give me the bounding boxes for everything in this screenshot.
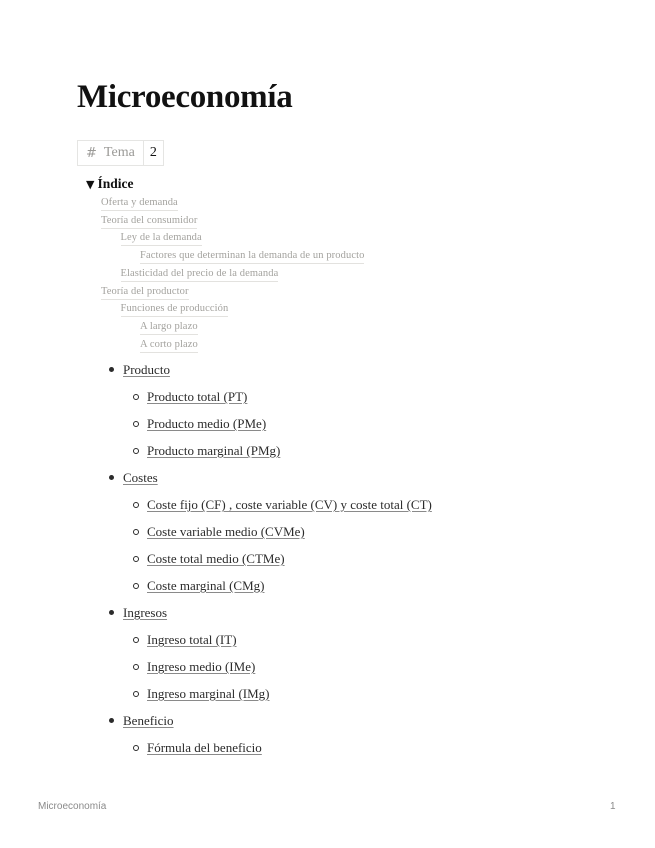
sub-list-item-link[interactable]: Producto total (PT) <box>147 389 248 404</box>
toggle-label: Índice <box>97 176 134 191</box>
page-number: 1 <box>610 801 616 812</box>
toc-item[interactable]: Factores que determinan la demanda de un producto <box>140 249 364 264</box>
circle-bullet-icon <box>133 745 139 751</box>
list-item[interactable] <box>123 469 158 487</box>
circle-bullet-icon <box>133 556 139 562</box>
bullet-icon <box>109 475 114 480</box>
toc-item[interactable]: Teoría del consumidor <box>101 214 197 229</box>
toc-item[interactable]: Elasticidad del precio de la demanda <box>121 267 279 282</box>
sub-list-item-link[interactable]: Fórmula del beneficio <box>147 740 262 755</box>
sub-list-item[interactable] <box>147 739 262 757</box>
property-value[interactable]: 2 <box>149 145 157 160</box>
sub-list-item[interactable] <box>147 415 266 433</box>
circle-bullet-icon <box>133 691 139 697</box>
list-item[interactable] <box>123 361 170 379</box>
sub-list-item[interactable] <box>147 577 264 595</box>
sub-list-item-link[interactable]: Producto marginal (PMg) <box>147 443 281 458</box>
circle-bullet-icon <box>133 583 139 589</box>
circle-bullet-icon <box>133 502 139 508</box>
sub-list-item-link[interactable]: Coste variable medio (CVMe) <box>147 524 305 539</box>
sub-list-item-link[interactable]: Ingreso total (IT) <box>147 632 237 647</box>
toc-item[interactable]: A largo plazo <box>140 320 198 335</box>
bullet-icon <box>109 367 114 372</box>
toggle-index[interactable] <box>86 175 133 194</box>
hash-icon: # <box>86 145 97 161</box>
sub-list-item[interactable] <box>147 523 305 541</box>
list-item[interactable] <box>123 604 167 622</box>
list-item-link[interactable]: Beneficio <box>123 713 174 728</box>
footer-title: Microeconomía <box>38 801 107 812</box>
sub-list-item[interactable] <box>147 685 270 703</box>
circle-bullet-icon <box>133 421 139 427</box>
list-item-link[interactable]: Costes <box>123 470 158 485</box>
toc-item[interactable]: A corto plazo <box>140 338 198 353</box>
sub-list-item-link[interactable]: Coste marginal (CMg) <box>147 578 265 593</box>
bullet-icon <box>109 718 114 723</box>
property-key-label: Tema <box>103 145 135 160</box>
sub-list-item-link[interactable]: Ingreso marginal (IMg) <box>147 686 270 701</box>
sub-list-item[interactable] <box>147 550 285 568</box>
list-item-link[interactable]: Ingresos <box>123 605 168 620</box>
toc-item[interactable]: Funciones de producción <box>121 302 229 317</box>
sub-list-item[interactable] <box>147 631 237 649</box>
sub-list-item[interactable] <box>147 442 280 460</box>
circle-bullet-icon <box>133 529 139 535</box>
circle-bullet-icon <box>133 637 139 643</box>
property-row[interactable] <box>77 140 164 166</box>
sub-list-item[interactable] <box>147 658 255 676</box>
property-key <box>78 141 144 165</box>
circle-bullet-icon <box>133 664 139 670</box>
sub-list-item-link[interactable]: Coste total medio (CTMe) <box>147 551 285 566</box>
toc-item[interactable]: Teoría del productor <box>101 285 189 300</box>
toc-item[interactable]: Ley de la demanda <box>121 231 202 246</box>
sub-list-item-link[interactable]: Ingreso medio (IMe) <box>147 659 256 674</box>
page-title: Microeconomía <box>77 79 293 115</box>
list-item[interactable] <box>123 712 174 730</box>
sub-list-item[interactable] <box>147 388 247 406</box>
circle-bullet-icon <box>133 394 139 400</box>
toc-item[interactable]: Oferta y demanda <box>101 196 178 211</box>
sub-list-item[interactable] <box>147 496 432 514</box>
sub-list-item-link[interactable]: Producto medio (PMe) <box>147 416 267 431</box>
bullet-icon <box>109 610 114 615</box>
triangle-down-icon[interactable]: ▼ <box>86 178 95 191</box>
circle-bullet-icon <box>133 448 139 454</box>
list-item-link[interactable]: Producto <box>123 362 170 377</box>
sub-list-item-link[interactable]: Coste fijo (CF) , coste variable (CV) y coste total (CT) <box>147 497 432 512</box>
